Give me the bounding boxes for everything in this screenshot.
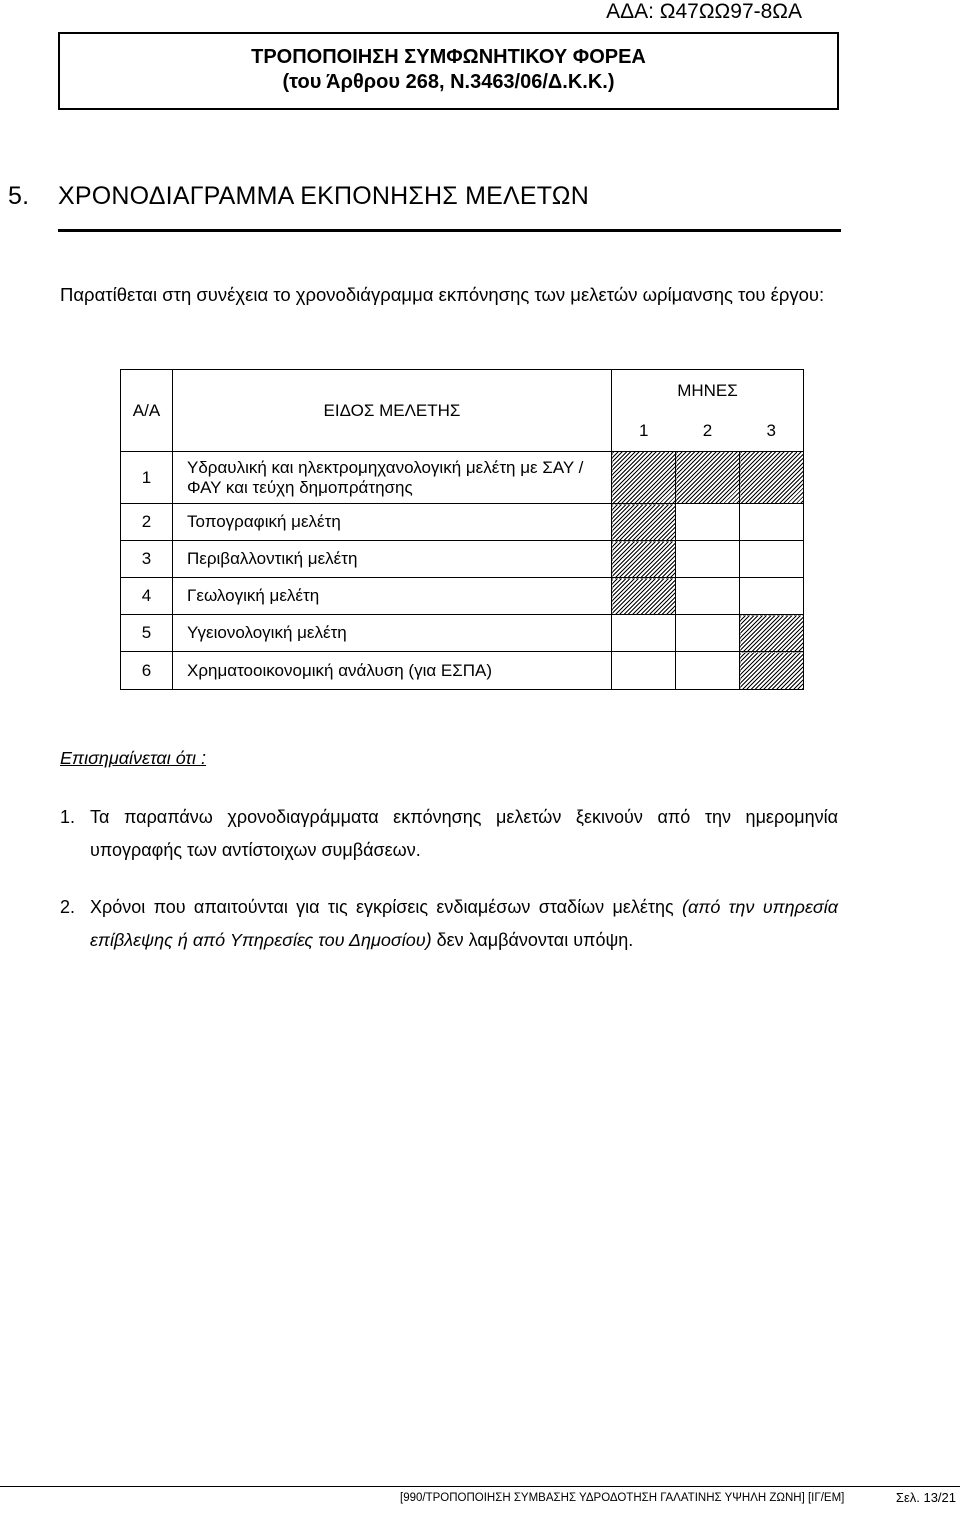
table-row bbox=[121, 541, 804, 578]
note-text bbox=[90, 891, 838, 957]
month-label: 2 bbox=[702, 421, 713, 441]
note-number: 1. bbox=[60, 807, 76, 827]
table-row bbox=[121, 615, 804, 652]
footer-rule bbox=[0, 1486, 960, 1487]
row-number: 1 bbox=[121, 452, 173, 504]
note-text: Τα παραπάνω χρονοδιαγράμματα εκπόνησης μελετών ξεκινούν από την ημερομηνία υπογραφής των αντίστοιχων συμβάσεων. bbox=[90, 807, 838, 860]
study-title: Χρηματοοικονομική ανάλυση (για ΕΣΠΑ) bbox=[173, 652, 612, 690]
header-title: ΤΡΟΠΟΠΟΙΗΣΗ ΣΥΜΦΩΝΗΤΙΚΟΥ ΦΟΡΕΑ bbox=[251, 46, 646, 68]
month-cell-active bbox=[612, 452, 676, 504]
table-row bbox=[121, 652, 804, 690]
row-number: 4 bbox=[121, 578, 173, 615]
row-number: 2 bbox=[121, 504, 173, 541]
month-cell-empty bbox=[740, 578, 804, 615]
table-row bbox=[121, 578, 804, 615]
month-cell-empty bbox=[740, 504, 804, 541]
section-divider bbox=[58, 229, 841, 232]
month-cell-empty bbox=[676, 652, 740, 690]
month-cell-empty bbox=[612, 652, 676, 690]
study-title: Τοπογραφική μελέτη bbox=[173, 504, 612, 541]
col-header-months: ΜΗΝΕΣ bbox=[612, 370, 804, 412]
page-number: Σελ. 13/21 bbox=[895, 1490, 956, 1505]
note-text-part: Χρόνοι που απαιτούνται για τις εγκρίσεις ενδιαμέσων σταδίων μελέτης bbox=[90, 897, 683, 917]
notes-heading: Επισημαίνεται ότι : bbox=[60, 748, 207, 768]
note-text-part: δεν λαμβάνονται υπόψη. bbox=[431, 930, 634, 950]
section-heading bbox=[8, 182, 589, 211]
ada-code: ΑΔΑ: Ω47ΩΩ97-8ΩΑ bbox=[606, 0, 802, 23]
month-cell-empty bbox=[676, 578, 740, 615]
note-item bbox=[60, 891, 838, 957]
study-title: Υδραυλική και ηλεκτρομηχανολογική μελέτη με ΣΑΥ / ΦΑΥ και τεύχη δημοπράτησης bbox=[173, 452, 612, 504]
month-cell-empty bbox=[612, 615, 676, 652]
col-header-aa: Α/Α bbox=[121, 370, 173, 452]
month-label: 3 bbox=[740, 412, 804, 452]
intro-paragraph: Παρατίθεται στη συνέχεια το χρονοδιάγραμμα εκπόνησης των μελετών ωρίμανσης του έργου: bbox=[60, 284, 825, 305]
section-title: ΧΡΟΝΟΔΙΑΓΡΑΜΜΑ ΕΚΠΟΝΗΣΗΣ ΜΕΛΕΤΩΝ bbox=[58, 182, 589, 210]
table-header-row bbox=[121, 370, 804, 412]
note-item bbox=[60, 801, 838, 867]
note-text-italic: (από την υπηρεσία επίβλεψης ή από Υπηρεσίες του Δημοσίου) bbox=[90, 897, 839, 950]
month-cell-active bbox=[740, 615, 804, 652]
month-cell-active bbox=[740, 452, 804, 504]
table-row bbox=[121, 452, 804, 504]
month-cell-active bbox=[676, 452, 740, 504]
month-cell-active bbox=[612, 578, 676, 615]
row-number: 5 bbox=[121, 615, 173, 652]
schedule-table bbox=[120, 369, 804, 690]
month-cell-empty bbox=[676, 541, 740, 578]
document-header-box bbox=[58, 32, 839, 110]
table-row bbox=[121, 504, 804, 541]
study-title: Περιβαλλοντική μελέτη bbox=[173, 541, 612, 578]
month-label: 1 bbox=[612, 412, 676, 452]
col-header-type: ΕΙΔΟΣ ΜΕΛΕΤΗΣ bbox=[173, 370, 612, 452]
study-title: Γεωλογική μελέτη bbox=[173, 578, 612, 615]
study-title: Υγειονολογική μελέτη bbox=[173, 615, 612, 652]
row-number: 6 bbox=[121, 652, 173, 690]
row-number: 3 bbox=[121, 541, 173, 578]
month-cell-active bbox=[612, 504, 676, 541]
month-cell-empty bbox=[676, 504, 740, 541]
header-subtitle: (του Άρθρου 268, Ν.3463/06/Δ.Κ.Κ.) bbox=[282, 71, 615, 93]
page-footer bbox=[0, 1484, 960, 1514]
note-number: 2. bbox=[60, 897, 76, 917]
month-cell-empty bbox=[740, 541, 804, 578]
month-cell-empty bbox=[676, 615, 740, 652]
month-cell-active bbox=[612, 541, 676, 578]
section-number: 5. bbox=[8, 182, 30, 210]
footer-text: [990/ΤΡΟΠΟΠΟΙΗΣΗ ΣΥΜΒΑΣΗΣ ΥΔΡΟΔΟΤΗΣΗ ΓΑΛΑΤΙΝΗΣ ΥΨΗΛΗ ΖΩΝΗ] [ΙΓ/ΕΜ] bbox=[400, 1492, 845, 1504]
month-cell-active bbox=[740, 652, 804, 690]
